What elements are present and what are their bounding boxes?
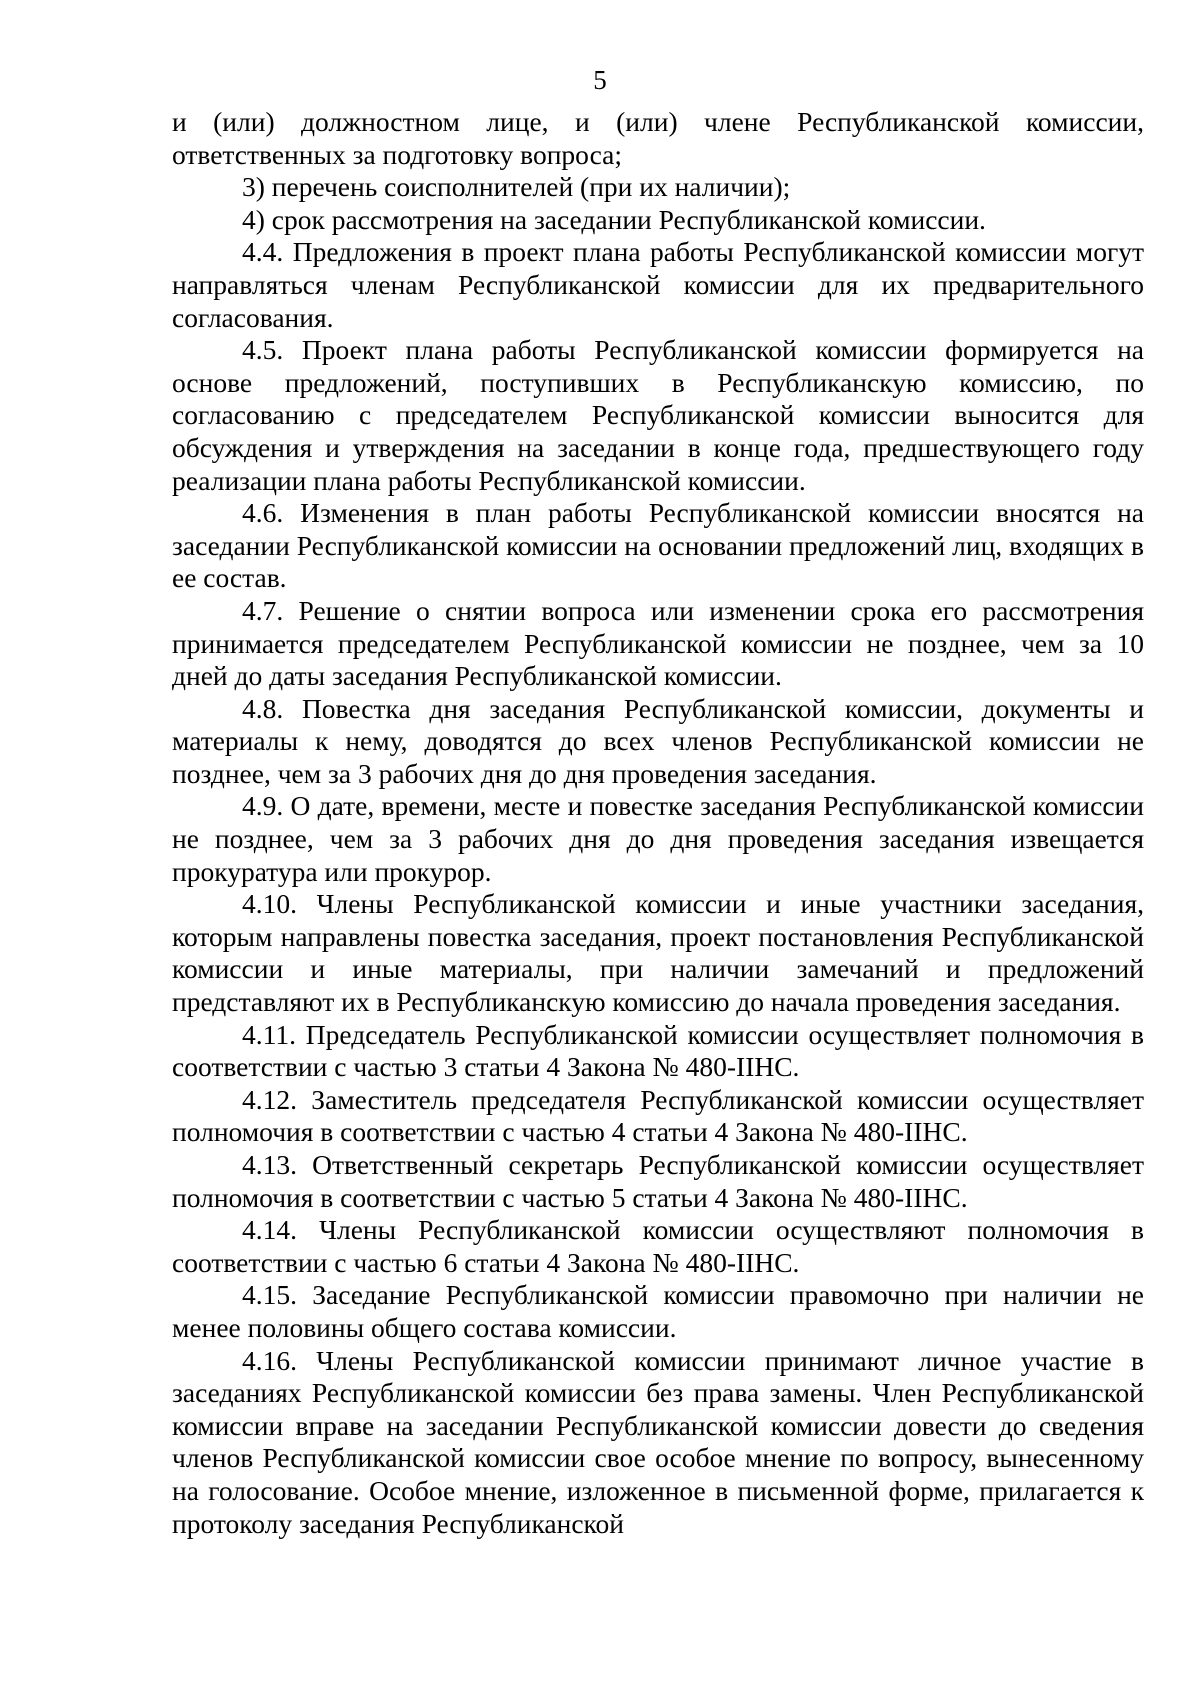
paragraph-4-13: 4.13. Ответственный секретарь Республиканской комиссии осуществляет полномочия в соответствии с частью 5 статьи 4 Закона № 480-IIНС. — [172, 1149, 1144, 1213]
paragraph-4-9: 4.9. О дате, времени, месте и повестке заседания Республиканской комиссии не позднее, чем за 3 рабочих дня до дня проведения заседания извещается прокуратура или прокурор. — [172, 790, 1144, 887]
paragraph-4-4: 4.4. Предложения в проект плана работы Республиканской комиссии могут направляться членам Республиканской комиссии для их предварительного согласования. — [172, 236, 1144, 333]
paragraph-4-15: 4.15. Заседание Республиканской комиссии правомочно при наличии не менее половины общего состава комиссии. — [172, 1279, 1144, 1343]
paragraph-4-6: 4.6. Изменения в план работы Республиканской комиссии вносятся на заседании Республиканской комиссии на основании предложений лиц, входящих в ее состав. — [172, 497, 1144, 594]
paragraph-4-10: 4.10. Члены Республиканской комиссии и иные участники заседания, которым направлены повестка заседания, проект постановления Республиканской комиссии и иные материалы, при наличии замечаний и предложений представляют их в Республиканскую комиссию до начала проведения заседания. — [172, 888, 1144, 1018]
paragraph-4-14: 4.14. Члены Республиканской комиссии осуществляют полномочия в соответствии с частью 6 статьи 4 Закона № 480-IIНС. — [172, 1214, 1144, 1278]
paragraph-continuation: и (или) должностном лице, и (или) члене Республиканской комиссии, ответственных за подготовку вопроса; — [172, 106, 1144, 170]
paragraph-4-8: 4.8. Повестка дня заседания Республиканской комиссии, документы и материалы к нему, доводятся до всех членов Республиканской комиссии не позднее, чем за 3 рабочих дня до дня проведения заседания. — [172, 692, 1144, 789]
paragraph-4-16: 4.16. Члены Республиканской комиссии принимают личное участие в заседаниях Республиканской комиссии без права замены. Член Республиканской комиссии вправе на заседании Республиканской комиссии довести до сведения членов Республиканской комиссии свое особое мнение по вопросу, вынесенному на голосование. Особое мнение, изложенное в письменной форме, прилагается к протоколу заседания Республиканской — [172, 1344, 1144, 1539]
paragraph-4-12: 4.12. Заместитель председателя Республиканской комиссии осуществляет полномочия в соответствии с частью 4 статьи 4 Закона № 480-IIНС. — [172, 1083, 1144, 1148]
paragraph-item-4: 4) срок рассмотрения на заседании Республиканской комиссии. — [242, 203, 986, 235]
paragraph-4-5: 4.5. Проект плана работы Республиканской комиссии формируется на основе предложений, поступивших в Республиканскую комиссию, по согласованию с председателем Республиканской комиссии выносится для обсуждения и утверждения на заседании в конце года, предшествующего году реализации плана работы Республиканской комиссии. — [172, 334, 1144, 496]
paragraph-item-3: 3) перечень соисполнителей (при их наличии); — [242, 171, 791, 203]
page-number: 5 — [593, 65, 607, 95]
paragraph-4-11: 4.11. Председатель Республиканской комиссии осуществляет полномочия в соответствии с частью 3 статьи 4 Закона № 480-IIНС. — [172, 1018, 1144, 1083]
paragraph-4-7: 4.7. Решение о снятии вопроса или изменении срока его рассмотрения принимается председателем Республиканской комиссии не позднее, чем за 10 дней до даты заседания Республиканской комиссии. — [172, 594, 1144, 692]
document-body — [172, 106, 1144, 1540]
